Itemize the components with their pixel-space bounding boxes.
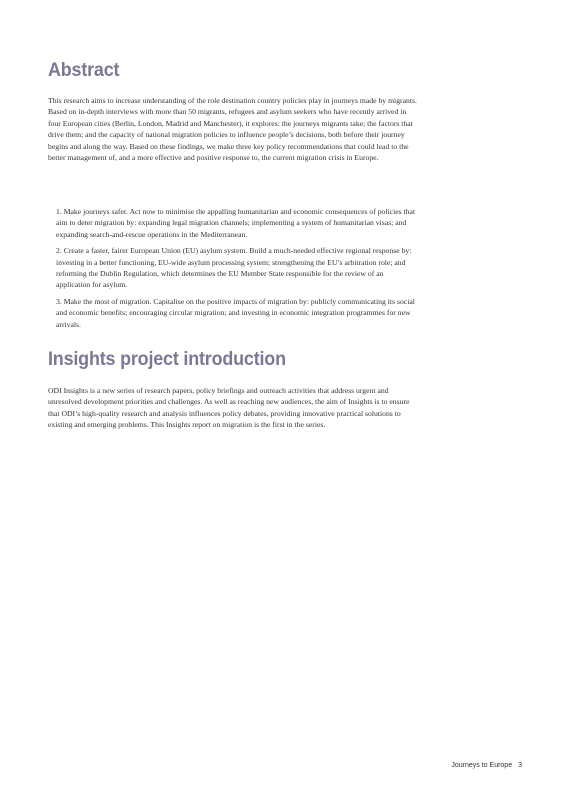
abstract-heading: Abstract <box>48 59 120 81</box>
page-number: 3 <box>518 762 522 769</box>
recommendation-item: 2. Create a faster, fairer European Union (EU) asylum system. Build a much-needed effective regional response by: investing in a better functioning, EU-wide asylum processing system; strengthening the EU’s arbitration role; and reforming the Dublin Regulation, which determines the EU Member State responsible for the review of an application for asylum. <box>56 246 412 290</box>
recommendation-item: 3. Make the most of migration. Capitalise on the positive impacts of migration by: publicly communicating its social and economic benefits; encouraging circular migration; and investing in economic integration programmes for new arrivals. <box>56 296 415 329</box>
insights-heading: Insights project introduction <box>48 348 286 370</box>
abstract-paragraph: This research aims to increase understanding of the role destination country policies play in journeys made by migrants. Based on in-depth interviews with more than 50 migrants, refugees and asylum seekers who have recently arrived in four European cities (Berlin, London, Madrid and Manchester), it explores: the journeys migrants take; the factors that drive them; and the capacity of national migration policies to influence people’s decisions, both before their journey begins and along the way. Based on these findings, we make three key policy recommendations that could lead to the better management of, and a more effective and positive response to, the current migration crisis in Europe. <box>48 96 417 163</box>
footer-title: Journeys to Europe <box>451 762 513 769</box>
insights-paragraph: ODI Insights is a new series of research papers, policy briefings and outreach activities that address urgent and unresolved development priorities and challenges. As well as reaching new audiences, the aim of Insights is to ensure that ODI’s high-quality research and analysis influences policy debates, providing innovative practical solutions to existing and emerging problems. This Insights report on migration is the first in the series. <box>48 386 410 430</box>
recommendations-list <box>56 206 418 335</box>
recommendation-item: 1. Make journeys safer. Act now to minimise the appalling humanitarian and economic consequences of policies that aim to deter migration by: expanding legal migration channels; implementing a system of humanitarian visas; and expanding search-and-rescue operations in the Mediterranean. <box>56 207 416 239</box>
page-footer <box>451 762 522 769</box>
